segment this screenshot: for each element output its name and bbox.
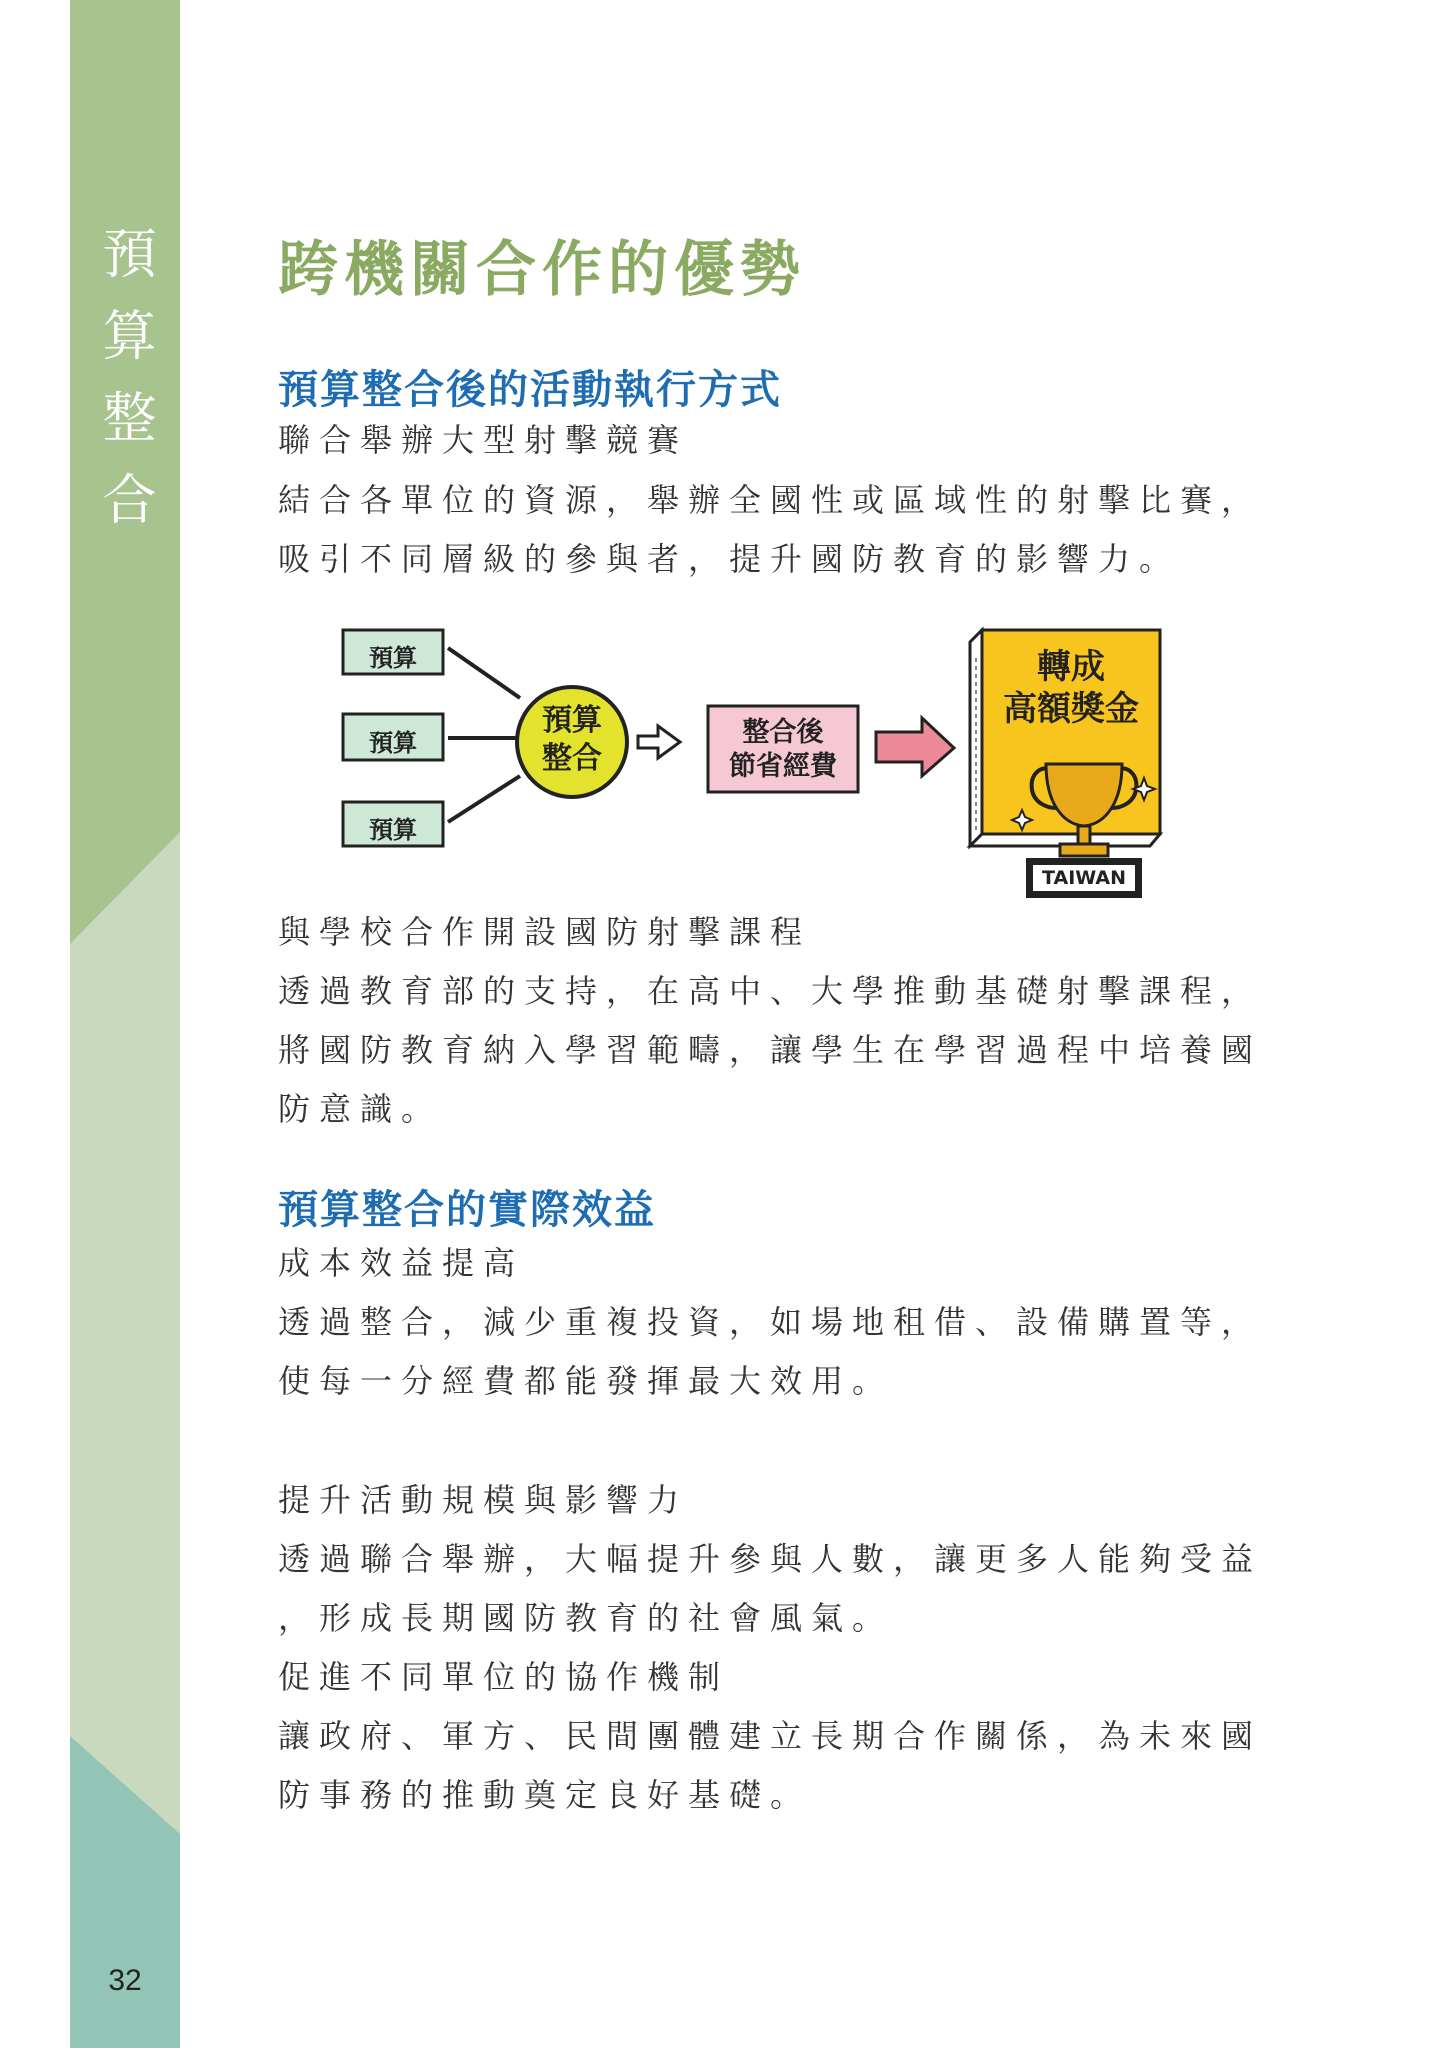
section1-title: 預算整合後的活動執行方式 — [278, 367, 782, 413]
pink-arrow-icon — [876, 718, 954, 776]
section2-item1-line1: 透過整合，減少重複投資，如場地租借、設備購置等， — [278, 1303, 1263, 1341]
section1-item2-line2: 將國防教育納入學習範疇，讓學生在學習過程中培養國 — [278, 1031, 1263, 1069]
connector-line-top — [448, 648, 520, 698]
savings-label-line2: 節省經費 — [729, 751, 837, 782]
section1-item2-line1: 透過教育部的支持，在高中、大學推動基礎射擊課程， — [278, 972, 1263, 1010]
section1-item2-line3: 防意識。 — [278, 1090, 443, 1128]
section2-item1-title: 成本效益提高 — [278, 1244, 525, 1282]
section2-item3-line1: 讓政府、軍方、民間團體建立長期合作關係，為未來國 — [278, 1717, 1263, 1755]
section2-item3-line2: 防事務的推動奠定良好基礎。 — [278, 1776, 812, 1814]
connector-line-bottom — [448, 776, 520, 822]
section1-item1-title: 聯合舉辦大型射擊競賽 — [278, 421, 689, 459]
savings-label-line1: 整合後 — [742, 717, 824, 748]
section1-item1-line1: 結合各單位的資源，舉辦全國性或區域性的射擊比賽， — [278, 481, 1263, 519]
prize-label-line2: 高額獎金 — [1003, 689, 1139, 729]
section2-item2-title: 提升活動規模與影響力 — [278, 1481, 689, 1519]
outline-arrow-icon — [638, 726, 680, 758]
circle-label-line1: 預算 — [542, 703, 602, 738]
trophy-plate-label: TAIWAN — [1042, 867, 1126, 889]
budget-label-3: 預算 — [369, 816, 417, 844]
section2-title: 預算整合的實際效益 — [278, 1187, 656, 1233]
page-heading: 跨機關合作的優勢 — [278, 235, 806, 305]
prize-label-line1: 轉成 — [1037, 647, 1105, 687]
section2-item2-line1: 透過聯合舉辦，大幅提升參與人數，讓更多人能夠受益 — [278, 1540, 1263, 1578]
page-number: 32 — [108, 1964, 142, 1997]
section1-item1-line2: 吸引不同層級的參與者，提升國防教育的影響力。 — [278, 540, 1181, 578]
section2-item3-title: 促進不同單位的協作機制 — [278, 1658, 730, 1696]
budget-label-1: 預算 — [369, 644, 417, 672]
section2-item2-line2: ，形成長期國防教育的社會風氣。 — [278, 1599, 894, 1637]
budget-integration-diagram — [330, 618, 1170, 908]
sidebar — [70, 0, 180, 2048]
section1-item2-title: 與學校合作開設國防射擊課程 — [278, 913, 812, 951]
sidebar-title: 預算整合 — [94, 225, 157, 553]
budget-label-2: 預算 — [369, 729, 417, 757]
trophy-base — [1060, 844, 1108, 856]
circle-label-line2: 整合 — [542, 741, 602, 776]
section2-item1-line2: 使每一分經費都能發揮最大效用。 — [278, 1362, 894, 1400]
